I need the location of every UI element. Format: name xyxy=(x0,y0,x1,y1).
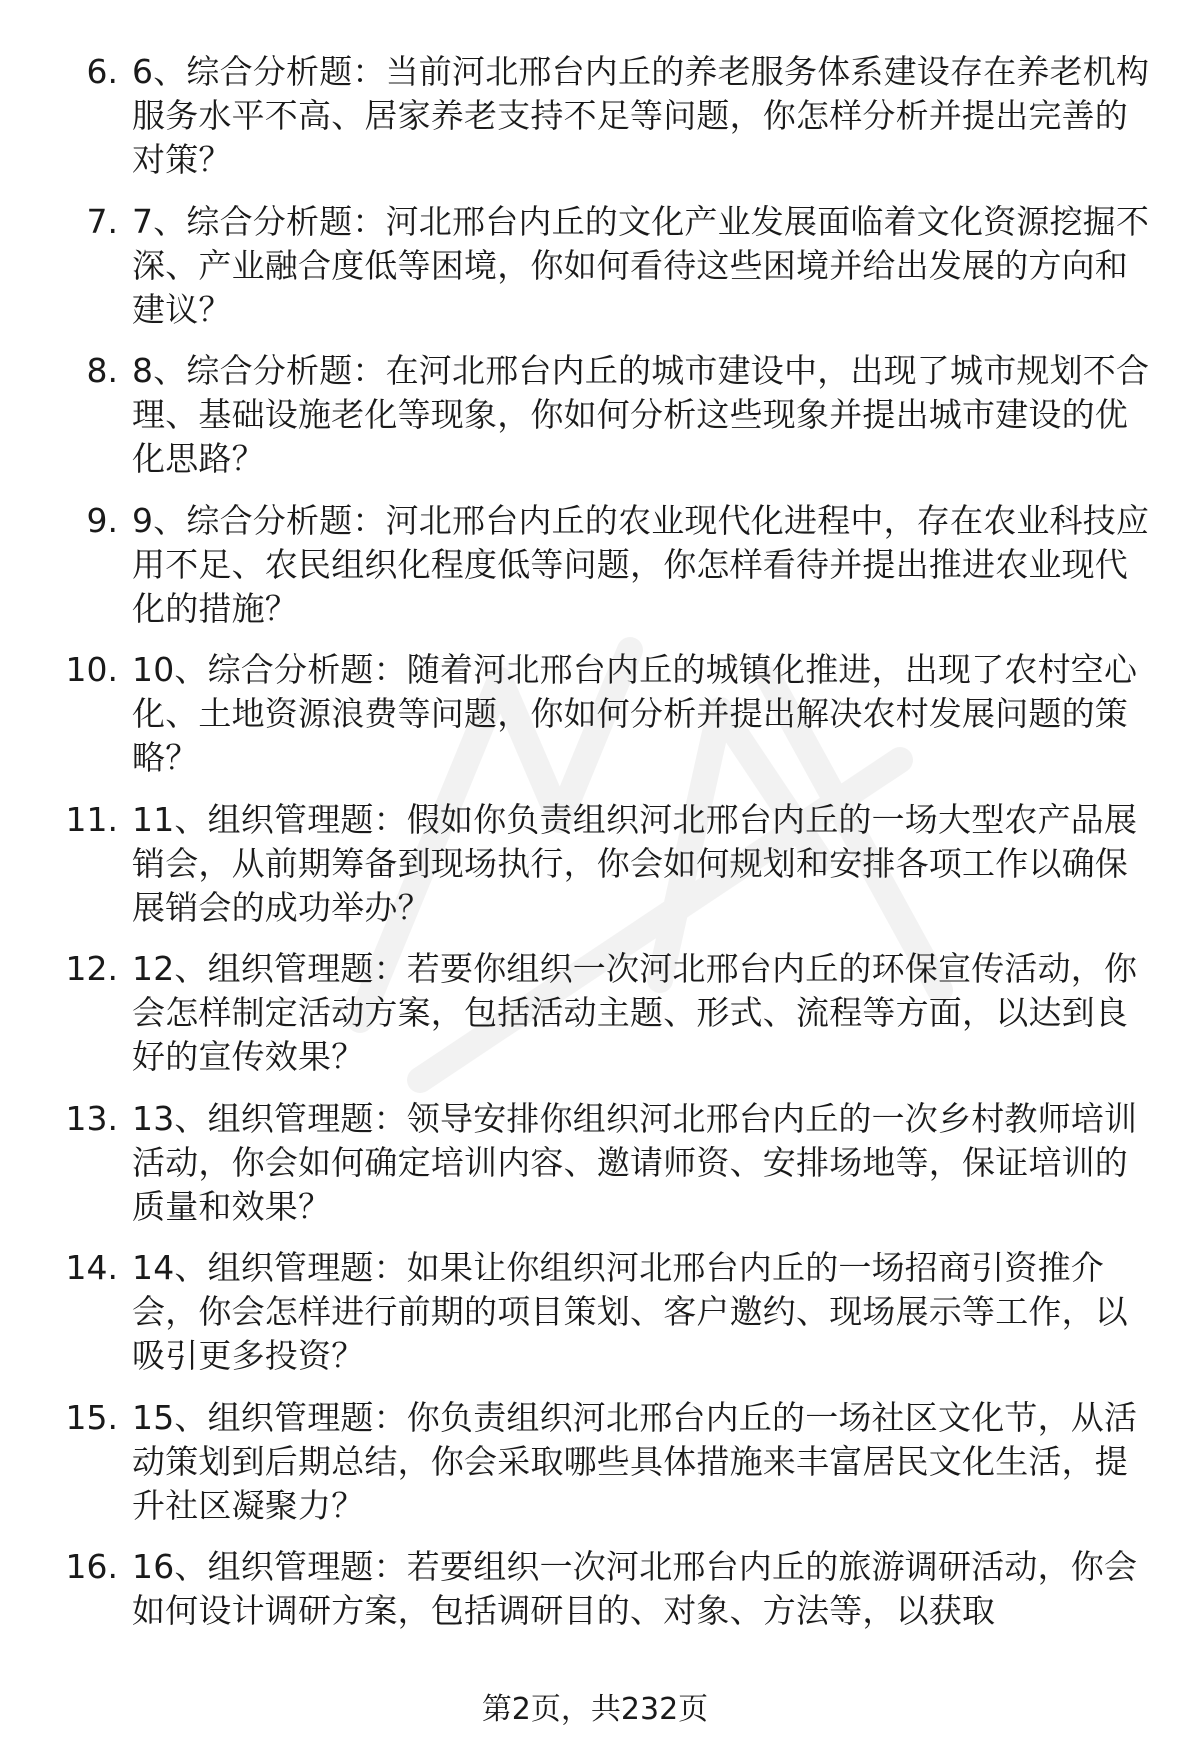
list-item xyxy=(60,1246,1170,1378)
question-text: 11、组织管理题：假如你负责组织河北邢台内丘的一场大型农产品展销会，从前期筹备到现场执行，你会如何规划和安排各项工作以确保展销会的成功举办？ xyxy=(132,799,1138,927)
question-number: 16. xyxy=(65,1547,118,1586)
list-item xyxy=(60,499,1170,631)
question-number: 6. xyxy=(86,52,118,91)
question-number: 10. xyxy=(65,650,118,689)
list-item xyxy=(60,1396,1170,1528)
question-text: 8、综合分析题：在河北邢台内丘的城市建设中，出现了城市规划不合理、基础设施老化等现象，你如何分析这些现象并提出城市建设的优化思路？ xyxy=(132,351,1150,478)
question-number: 8. xyxy=(86,351,118,390)
list-item xyxy=(60,798,1170,930)
list-item xyxy=(60,1545,1170,1633)
question-number: 14. xyxy=(65,1248,118,1287)
list-item xyxy=(60,947,1170,1079)
list-item xyxy=(60,349,1170,481)
question-number: 9. xyxy=(86,500,118,540)
question-text: 7、综合分析题：河北邢台内丘的文化产业发展面临着文化资源挖掘不深、产业融合度低等困境，你如何看待这些困境并给出发展的方向和建议？ xyxy=(132,201,1150,329)
question-text: 13、组织管理题：领导安排你组织河北邢台内丘的一次乡村教师培训活动，你会如何确定培训内容、邀请师资、安排场地等，保证培训的质量和效果？ xyxy=(132,1098,1138,1226)
question-number: 12. xyxy=(65,949,118,988)
question-text: 9、综合分析题：河北邢台内丘的农业现代化进程中，存在农业科技应用不足、农民组织化程度低等问题，你怎样看待并提出推进农业现代化的措施？ xyxy=(132,500,1150,628)
question-text: 16、组织管理题：若要组织一次河北邢台内丘的旅游调研活动，你会如何设计调研方案，包括调研目的、对象、方法等，以获取 xyxy=(132,1547,1138,1630)
page-footer: 第2页，共232页 xyxy=(481,1692,709,1727)
list-item xyxy=(60,50,1170,182)
question-number: 13. xyxy=(65,1098,118,1138)
question-list xyxy=(60,50,1170,1651)
question-text: 10、综合分析题：随着河北邢台内丘的城镇化推进，出现了农村空心化、土地资源浪费等问题，你如何分析并提出解决农村发展问题的策略？ xyxy=(132,650,1138,777)
list-item xyxy=(60,648,1170,780)
question-number: 11. xyxy=(65,799,118,839)
question-text: 15、组织管理题：你负责组织河北邢台内丘的一场社区文化节，从活动策划到后期总结，你会采取哪些具体措施来丰富居民文化生活，提升社区凝聚力？ xyxy=(132,1397,1138,1525)
question-text: 12、组织管理题：若要你组织一次河北邢台内丘的环保宣传活动，你会怎样制定活动方案，包括活动主题、形式、流程等方面，以达到良好的宣传效果？ xyxy=(132,949,1138,1076)
question-number: 15. xyxy=(65,1397,118,1437)
question-text: 6、综合分析题：当前河北邢台内丘的养老服务体系建设存在养老机构服务水平不高、居家养老支持不足等问题，你怎样分析并提出完善的对策？ xyxy=(132,52,1150,179)
list-item xyxy=(60,200,1170,332)
list-item xyxy=(60,1097,1170,1229)
question-number: 7. xyxy=(86,201,118,241)
question-text: 14、组织管理题：如果让你组织河北邢台内丘的一场招商引资推介会，你会怎样进行前期的项目策划、客户邀约、现场展示等工作，以吸引更多投资？ xyxy=(132,1248,1128,1375)
